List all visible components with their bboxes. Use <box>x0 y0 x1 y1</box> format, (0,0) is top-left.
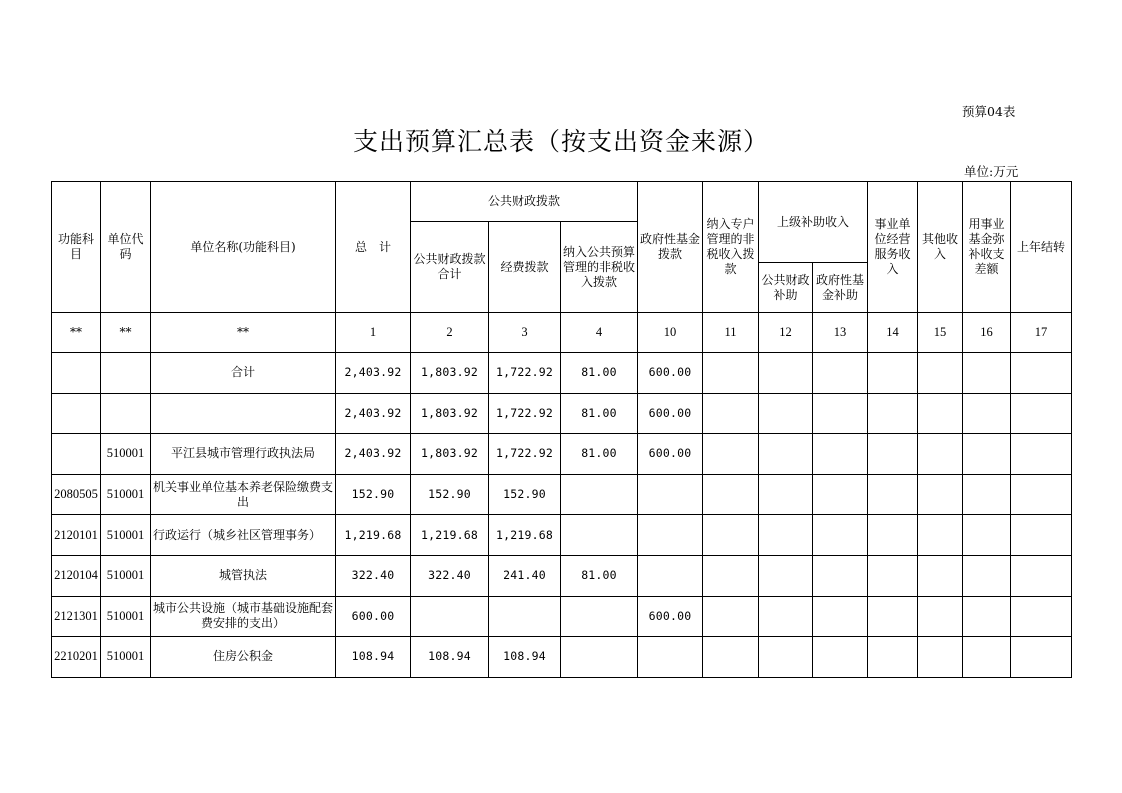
empty-cell <box>963 596 1011 637</box>
index-cell: 1 <box>336 313 411 353</box>
index-cell: ** <box>101 313 151 353</box>
header-unit-code: 单位代码 <box>101 182 151 313</box>
empty-cell <box>1011 515 1072 556</box>
gov-fund-cell <box>638 637 703 678</box>
empty-cell <box>868 515 918 556</box>
empty-cell <box>1011 637 1072 678</box>
table-row <box>52 393 1072 434</box>
total-cell: 2,403.92 <box>336 353 411 394</box>
header-superior-group: 上级补助收入 <box>759 182 868 263</box>
page-title: 支出预算汇总表（按支出资金来源） <box>352 127 769 156</box>
nontax-cell <box>561 515 638 556</box>
index-cell: 12 <box>759 313 813 353</box>
empty-cell <box>868 393 918 434</box>
header-superior-public: 公共财政补助 <box>759 263 813 313</box>
empty-cell <box>918 393 963 434</box>
gov-fund-cell: 600.00 <box>638 596 703 637</box>
header-reserve-fund: 用事业基金弥补收支差额 <box>963 182 1011 313</box>
total-cell: 108.94 <box>336 637 411 678</box>
unit-code-cell: 510001 <box>101 474 151 515</box>
func-code-cell <box>52 434 101 475</box>
index-cell: 10 <box>638 313 703 353</box>
index-cell: 15 <box>918 313 963 353</box>
empty-cell <box>868 353 918 394</box>
budget-table <box>51 181 1072 678</box>
unit-code-cell <box>101 393 151 434</box>
empty-cell <box>918 596 963 637</box>
empty-cell <box>1011 353 1072 394</box>
nontax-cell: 81.00 <box>561 434 638 475</box>
table-row <box>52 515 1072 556</box>
header-superior-fund: 政府性基金补助 <box>813 263 868 313</box>
unit-label: 单位:万元 <box>964 164 1019 179</box>
unit-code-cell: 510001 <box>101 515 151 556</box>
total-cell: 152.90 <box>336 474 411 515</box>
header-unit-name: 单位名称(功能科目) <box>151 182 336 313</box>
empty-cell <box>918 515 963 556</box>
empty-cell <box>813 515 868 556</box>
func-code-cell: 2120104 <box>52 555 101 596</box>
func-code-cell <box>52 393 101 434</box>
index-cell: 3 <box>489 313 561 353</box>
empty-cell <box>868 637 918 678</box>
unit-code-cell: 510001 <box>101 434 151 475</box>
empty-cell <box>759 637 813 678</box>
unit-name-cell: 住房公积金 <box>151 637 336 678</box>
index-cell: 14 <box>868 313 918 353</box>
empty-cell <box>759 515 813 556</box>
empty-cell <box>868 434 918 475</box>
func-code-cell: 2080505 <box>52 474 101 515</box>
table-row <box>52 353 1072 394</box>
empty-cell <box>1011 434 1072 475</box>
funding-cell: 108.94 <box>489 637 561 678</box>
funding-cell: 1,722.92 <box>489 353 561 394</box>
empty-cell <box>759 434 813 475</box>
empty-cell <box>703 393 759 434</box>
unit-name-cell: 城市公共设施（城市基础设施配套费安排的支出） <box>151 596 336 637</box>
empty-cell <box>918 637 963 678</box>
empty-cell <box>703 555 759 596</box>
unit-name-cell <box>151 393 336 434</box>
nontax-cell <box>561 474 638 515</box>
funding-cell: 1,722.92 <box>489 434 561 475</box>
total-cell: 2,403.92 <box>336 393 411 434</box>
index-cell: 11 <box>703 313 759 353</box>
table-row <box>52 434 1072 475</box>
empty-cell <box>963 474 1011 515</box>
index-cell: ** <box>52 313 101 353</box>
unit-name-cell: 城管执法 <box>151 555 336 596</box>
nontax-cell: 81.00 <box>561 555 638 596</box>
gov-fund-cell <box>638 515 703 556</box>
table-row <box>52 637 1072 678</box>
empty-cell <box>813 474 868 515</box>
empty-cell <box>813 434 868 475</box>
public-finance-total-cell: 1,803.92 <box>411 353 489 394</box>
public-finance-total-cell: 1,803.92 <box>411 393 489 434</box>
funding-cell: 1,722.92 <box>489 393 561 434</box>
public-finance-total-cell: 108.94 <box>411 637 489 678</box>
nontax-cell <box>561 637 638 678</box>
header-funding: 经费拨款 <box>489 222 561 313</box>
header-func-code: 功能科目 <box>52 182 101 313</box>
public-finance-total-cell: 1,219.68 <box>411 515 489 556</box>
header-public-finance-group: 公共财政拨款 <box>411 182 638 222</box>
empty-cell <box>759 555 813 596</box>
empty-cell <box>703 637 759 678</box>
empty-cell <box>759 393 813 434</box>
empty-cell <box>868 474 918 515</box>
empty-cell <box>918 353 963 394</box>
empty-cell <box>703 515 759 556</box>
empty-cell <box>703 434 759 475</box>
header-nontax-in-budget: 纳入公共预算管理的非税收入拨款 <box>561 222 638 313</box>
gov-fund-cell: 600.00 <box>638 393 703 434</box>
total-cell: 1,219.68 <box>336 515 411 556</box>
func-code-cell: 2210201 <box>52 637 101 678</box>
index-cell: 4 <box>561 313 638 353</box>
index-row <box>52 313 1072 353</box>
header-gov-fund: 政府性基金拨款 <box>638 182 703 313</box>
index-cell: 17 <box>1011 313 1072 353</box>
header-special-nontax: 纳入专户管理的非税收入拨款 <box>703 182 759 313</box>
unit-code-cell: 510001 <box>101 596 151 637</box>
table-row <box>52 596 1072 637</box>
total-cell: 600.00 <box>336 596 411 637</box>
gov-fund-cell <box>638 474 703 515</box>
funding-cell: 241.40 <box>489 555 561 596</box>
table-row <box>52 474 1072 515</box>
empty-cell <box>703 474 759 515</box>
unit-name-cell: 行政运行（城乡社区管理事务） <box>151 515 336 556</box>
nontax-cell: 81.00 <box>561 393 638 434</box>
public-finance-total-cell <box>411 596 489 637</box>
index-cell: 2 <box>411 313 489 353</box>
unit-code-cell: 510001 <box>101 555 151 596</box>
func-code-cell: 2120101 <box>52 515 101 556</box>
header-last-year-balance: 上年结转 <box>1011 182 1072 313</box>
empty-cell <box>813 596 868 637</box>
empty-cell <box>703 596 759 637</box>
nontax-cell: 81.00 <box>561 353 638 394</box>
empty-cell <box>918 555 963 596</box>
empty-cell <box>759 353 813 394</box>
func-code-cell: 2121301 <box>52 596 101 637</box>
unit-code-cell: 510001 <box>101 637 151 678</box>
funding-cell: 152.90 <box>489 474 561 515</box>
index-cell: 13 <box>813 313 868 353</box>
empty-cell <box>1011 474 1072 515</box>
funding-cell <box>489 596 561 637</box>
header-public-finance-total: 公共财政拨款合计 <box>411 222 489 313</box>
funding-cell: 1,219.68 <box>489 515 561 556</box>
unit-name-cell: 机关事业单位基本养老保险缴费支出 <box>151 474 336 515</box>
form-code: 预算04表 <box>962 104 1016 119</box>
empty-cell <box>918 434 963 475</box>
total-cell: 2,403.92 <box>336 434 411 475</box>
header-other-income: 其他收入 <box>918 182 963 313</box>
unit-name-cell: 平江县城市管理行政执法局 <box>151 434 336 475</box>
empty-cell <box>918 474 963 515</box>
empty-cell <box>963 434 1011 475</box>
empty-cell <box>1011 555 1072 596</box>
total-cell: 322.40 <box>336 555 411 596</box>
unit-code-cell <box>101 353 151 394</box>
empty-cell <box>759 474 813 515</box>
empty-cell <box>963 353 1011 394</box>
empty-cell <box>868 596 918 637</box>
empty-cell <box>1011 596 1072 637</box>
empty-cell <box>759 596 813 637</box>
func-code-cell <box>52 353 101 394</box>
header-business-income: 事业单位经营服务收入 <box>868 182 918 313</box>
header-total: 总 计 <box>336 182 411 313</box>
gov-fund-cell: 600.00 <box>638 434 703 475</box>
public-finance-total-cell: 1,803.92 <box>411 434 489 475</box>
empty-cell <box>963 555 1011 596</box>
index-cell: ** <box>151 313 336 353</box>
public-finance-total-cell: 322.40 <box>411 555 489 596</box>
unit-name-cell: 合计 <box>151 353 336 394</box>
empty-cell <box>813 555 868 596</box>
empty-cell <box>963 515 1011 556</box>
empty-cell <box>1011 393 1072 434</box>
empty-cell <box>963 393 1011 434</box>
gov-fund-cell: 600.00 <box>638 353 703 394</box>
empty-cell <box>963 637 1011 678</box>
gov-fund-cell <box>638 555 703 596</box>
table-row <box>52 555 1072 596</box>
empty-cell <box>868 555 918 596</box>
empty-cell <box>813 353 868 394</box>
public-finance-total-cell: 152.90 <box>411 474 489 515</box>
empty-cell <box>813 637 868 678</box>
empty-cell <box>813 393 868 434</box>
empty-cell <box>703 353 759 394</box>
index-cell: 16 <box>963 313 1011 353</box>
nontax-cell <box>561 596 638 637</box>
